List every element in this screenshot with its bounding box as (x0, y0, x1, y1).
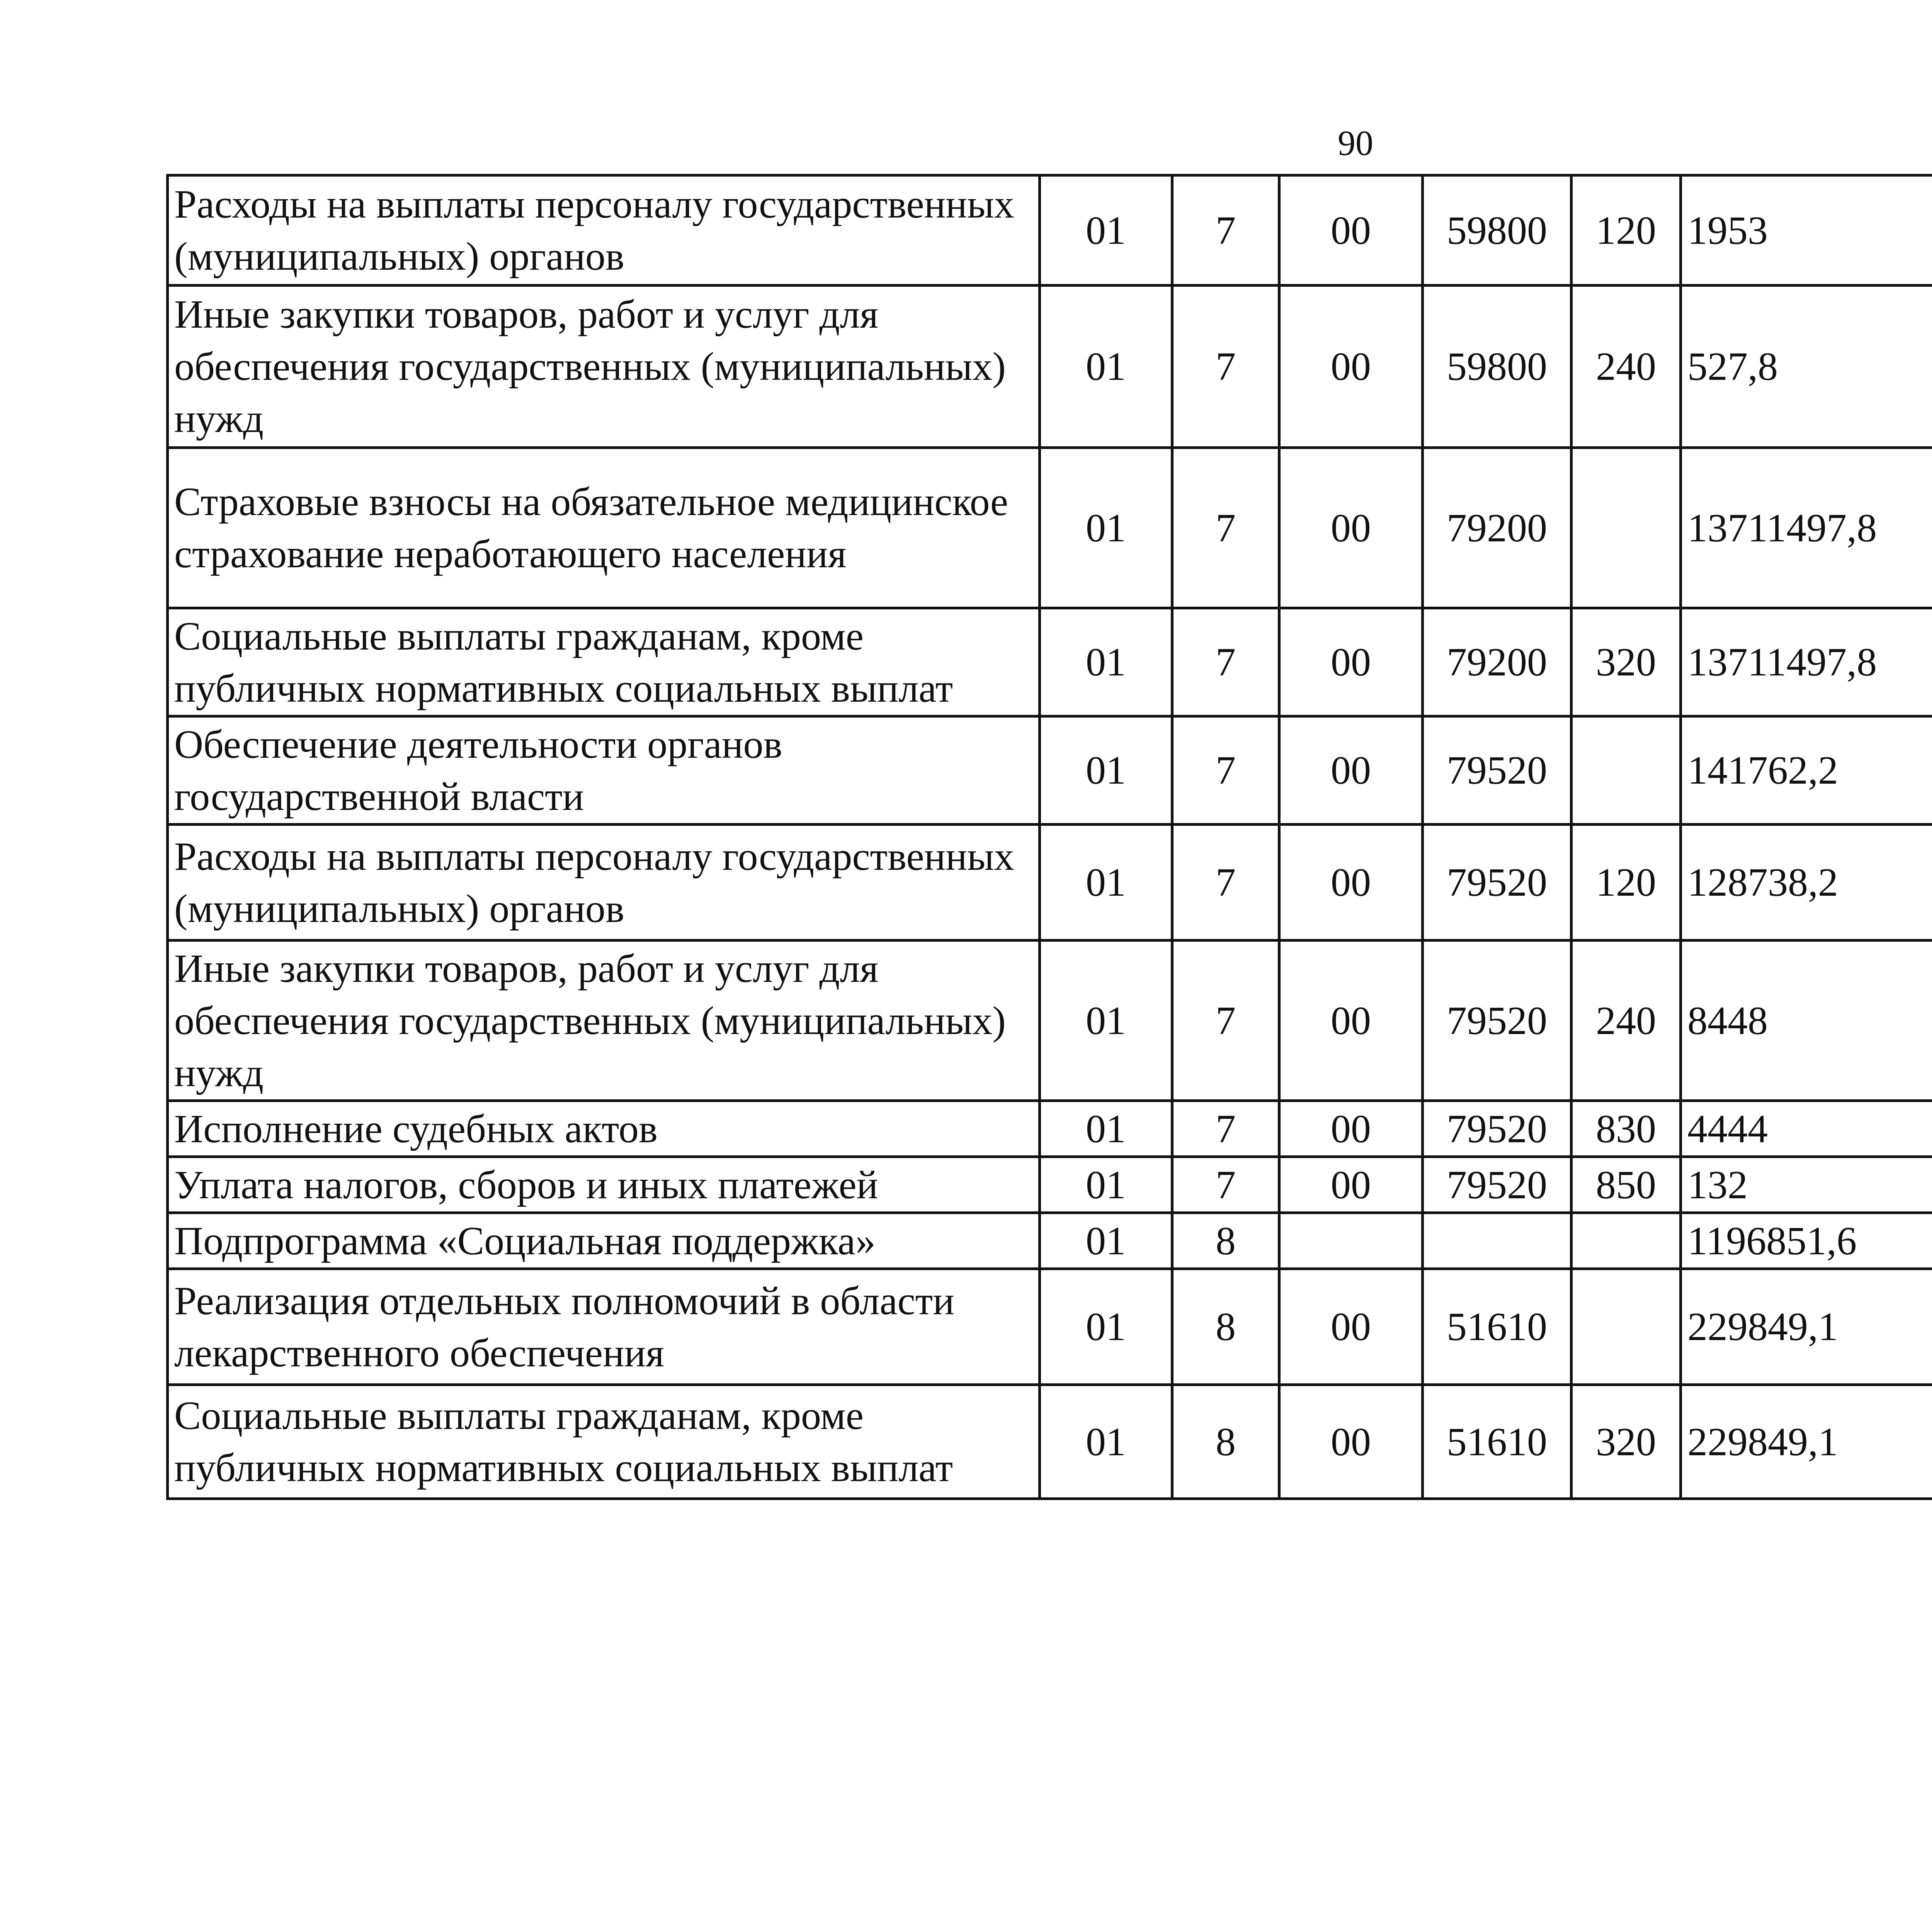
target-article-code-cell: 59800 (1423, 175, 1571, 286)
target-article-code-cell: 79520 (1423, 716, 1571, 825)
target-article-code-cell: 79200 (1423, 448, 1571, 608)
amount-year-1-cell: 13711497,8 (1681, 448, 1932, 608)
program-code-cell: 7 (1172, 941, 1279, 1101)
program-code-cell: 8 (1172, 1213, 1279, 1269)
amount-year-1-cell: 527,8 (1681, 286, 1932, 448)
expense-type-code-cell: 120 (1571, 825, 1681, 941)
table-row (168, 941, 1932, 1101)
amount-year-1-cell: 13711497,8 (1681, 608, 1932, 716)
table-row (168, 825, 1932, 941)
expense-name-cell: Уплата налогов, сборов и иных платежей (168, 1157, 1040, 1213)
expense-name-cell: Расходы на выплаты персоналу государственных (муниципальных) органов (168, 175, 1040, 286)
amount-year-1-cell: 1953 (1681, 175, 1932, 286)
section-code-cell: 01 (1040, 175, 1172, 286)
expense-name-cell: Социальные выплаты гражданам, кроме публичных нормативных социальных выплат (168, 608, 1040, 716)
section-code-cell: 01 (1040, 716, 1172, 825)
section-code-cell: 01 (1040, 1269, 1172, 1385)
subprogram-code-cell: 00 (1279, 286, 1423, 448)
expense-type-code-cell: 320 (1571, 1385, 1681, 1499)
section-code-cell: 01 (1040, 448, 1172, 608)
program-code-cell: 8 (1172, 1269, 1279, 1385)
target-article-code-cell (1423, 1213, 1571, 1269)
amount-year-1-cell: 229849,1 (1681, 1269, 1932, 1385)
program-code-cell: 7 (1172, 825, 1279, 941)
program-code-cell: 7 (1172, 608, 1279, 716)
program-code-cell: 7 (1172, 1157, 1279, 1213)
expense-name-cell: Реализация отдельных полномочий в области лекарственного обеспечения (168, 1269, 1040, 1385)
target-article-code-cell: 79520 (1423, 941, 1571, 1101)
section-code-cell: 01 (1040, 608, 1172, 716)
subprogram-code-cell: 00 (1279, 1269, 1423, 1385)
table-row (168, 1385, 1932, 1499)
table-row (168, 448, 1932, 608)
amount-year-1-cell: 128738,2 (1681, 825, 1932, 941)
subprogram-code-cell: 00 (1279, 608, 1423, 716)
target-article-code-cell: 51610 (1423, 1269, 1571, 1385)
expense-name-cell: Обеспечение деятельности органов государственной власти (168, 716, 1040, 825)
target-article-code-cell: 79520 (1423, 1101, 1571, 1157)
amount-year-1-cell: 1196851,6 (1681, 1213, 1932, 1269)
program-code-cell: 7 (1172, 448, 1279, 608)
table-row (168, 608, 1932, 716)
subprogram-code-cell: 00 (1279, 825, 1423, 941)
expense-type-code-cell: 240 (1571, 286, 1681, 448)
expense-name-cell: Страховые взносы на обязательное медицинское страхование неработающего населения (168, 448, 1040, 608)
amount-year-1-cell: 4444 (1681, 1101, 1932, 1157)
expense-name-cell: Исполнение судебных актов (168, 1101, 1040, 1157)
target-article-code-cell: 79520 (1423, 825, 1571, 941)
section-code-cell: 01 (1040, 286, 1172, 448)
program-code-cell: 7 (1172, 175, 1279, 286)
expense-type-code-cell (1571, 716, 1681, 825)
subprogram-code-cell: 00 (1279, 1157, 1423, 1213)
section-code-cell: 01 (1040, 941, 1172, 1101)
table-row (168, 716, 1932, 825)
table-row (168, 286, 1932, 448)
page-number: 90 (1338, 123, 1373, 163)
amount-year-1-cell: 229849,1 (1681, 1385, 1932, 1499)
subprogram-code-cell: 00 (1279, 941, 1423, 1101)
budget-table (166, 174, 1932, 1500)
amount-year-1-cell: 8448 (1681, 941, 1932, 1101)
table-body (168, 175, 1932, 1499)
expense-type-code-cell (1571, 1213, 1681, 1269)
expense-type-code-cell: 830 (1571, 1101, 1681, 1157)
expense-type-code-cell: 240 (1571, 941, 1681, 1101)
target-article-code-cell: 79200 (1423, 608, 1571, 716)
expense-type-code-cell: 850 (1571, 1157, 1681, 1213)
expense-name-cell: Иные закупки товаров, работ и услуг для обеспечения государственных (муниципальных) нужд (168, 941, 1040, 1101)
program-code-cell: 7 (1172, 286, 1279, 448)
amount-year-1-cell: 141762,2 (1681, 716, 1932, 825)
section-code-cell: 01 (1040, 825, 1172, 941)
target-article-code-cell: 79520 (1423, 1157, 1571, 1213)
table-row (168, 1101, 1932, 1157)
expense-type-code-cell: 320 (1571, 608, 1681, 716)
section-code-cell: 01 (1040, 1101, 1172, 1157)
expense-name-cell: Расходы на выплаты персоналу государственных (муниципальных) органов (168, 825, 1040, 941)
section-code-cell: 01 (1040, 1157, 1172, 1213)
expense-name-cell: Социальные выплаты гражданам, кроме публичных нормативных социальных выплат (168, 1385, 1040, 1499)
subprogram-code-cell: 00 (1279, 448, 1423, 608)
table-row (168, 1269, 1932, 1385)
section-code-cell: 01 (1040, 1213, 1172, 1269)
subprogram-code-cell: 00 (1279, 175, 1423, 286)
subprogram-code-cell: 00 (1279, 1385, 1423, 1499)
table-row (168, 1157, 1932, 1213)
table-row (168, 1213, 1932, 1269)
program-code-cell: 7 (1172, 1101, 1279, 1157)
program-code-cell: 7 (1172, 716, 1279, 825)
expense-type-code-cell: 120 (1571, 175, 1681, 286)
expense-type-code-cell (1571, 1269, 1681, 1385)
expense-type-code-cell (1571, 448, 1681, 608)
expense-name-cell: Подпрограмма «Социальная поддержка» (168, 1213, 1040, 1269)
section-code-cell: 01 (1040, 1385, 1172, 1499)
expense-name-cell: Иные закупки товаров, работ и услуг для обеспечения государственных (муниципальных) нужд (168, 286, 1040, 448)
subprogram-code-cell (1279, 1213, 1423, 1269)
amount-year-1-cell: 132 (1681, 1157, 1932, 1213)
target-article-code-cell: 51610 (1423, 1385, 1571, 1499)
subprogram-code-cell: 00 (1279, 716, 1423, 825)
subprogram-code-cell: 00 (1279, 1101, 1423, 1157)
target-article-code-cell: 59800 (1423, 286, 1571, 448)
table-row (168, 175, 1932, 286)
program-code-cell: 8 (1172, 1385, 1279, 1499)
